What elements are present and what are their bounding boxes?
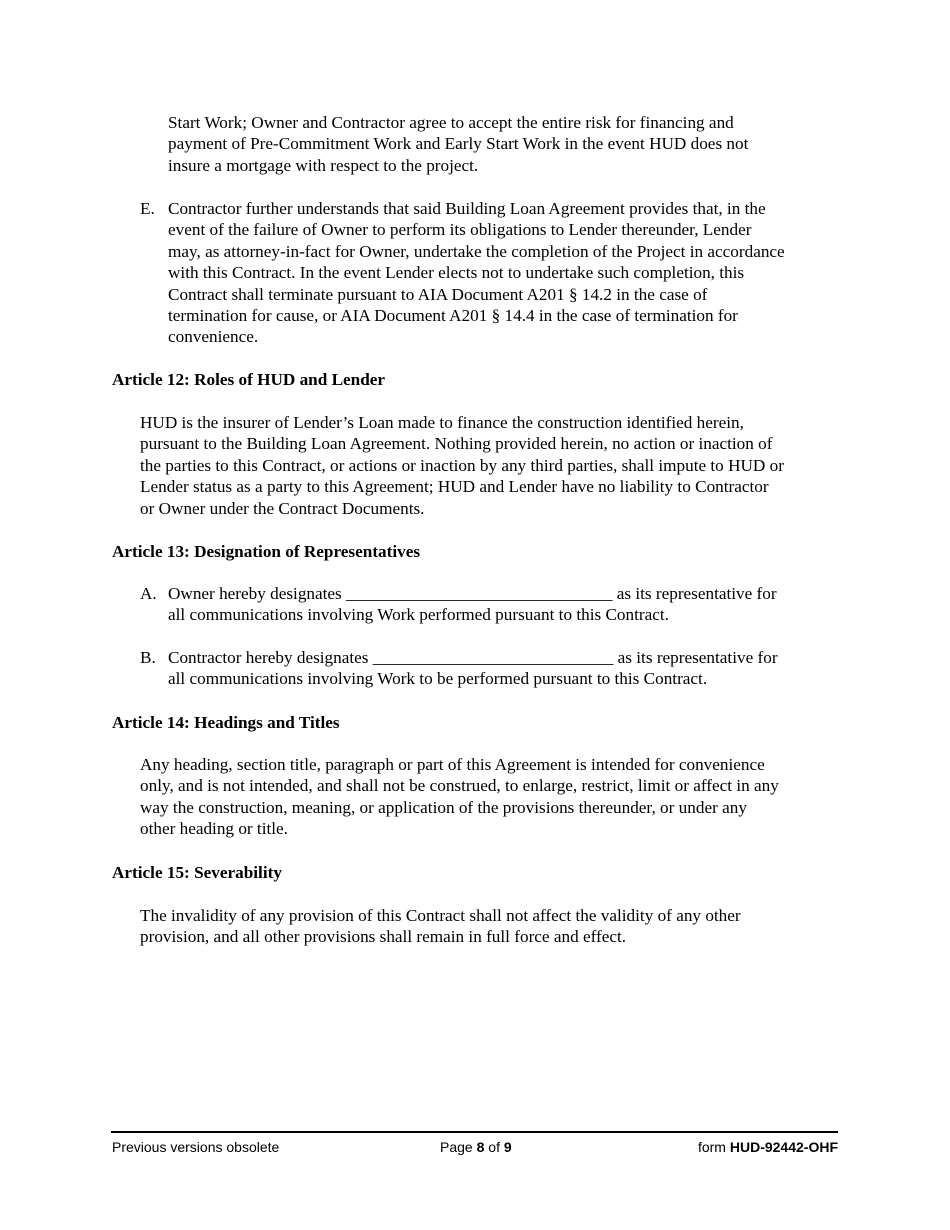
list-item-body (168, 647, 848, 690)
text-line: only, and is not intended, and shall not be construed, to enlarge, restrict, limit or affect in any (140, 776, 779, 796)
text-line: HUD is the insurer of Lender’s Loan made to finance the construction identified herein, (140, 413, 744, 432)
footer-versions-note: Previous versions obsolete (112, 1139, 280, 1155)
owner-representative-line: Owner hereby designates _______________________________ as its representative for (168, 584, 777, 603)
text-line: Contract shall terminate pursuant to AIA Document A201 § 14.2 in the case of (168, 284, 708, 304)
article-12-paragraph (140, 412, 845, 519)
article-13-heading: Article 13: Designation of Representatives (112, 542, 421, 561)
text-line: all communications involving Work performed pursuant to this Contract. (168, 605, 669, 625)
text-line: Lender status as a party to this Agreement; HUD and Lender have no liability to Contractor (140, 477, 769, 497)
article-14-heading: Article 14: Headings and Titles (112, 713, 340, 732)
list-item-body (168, 583, 848, 626)
text-line: other heading or title. (140, 819, 288, 839)
form-number: HUD-92442-OHF (729, 1139, 838, 1155)
text-line: may, as attorney-in-fact for Owner, undertake the completion of the Project in accordance (168, 241, 785, 261)
form-label: form (697, 1139, 726, 1155)
text-line: convenience. (168, 327, 259, 347)
text-line: way the construction, meaning, or application of the provisions thereunder, or under any (140, 797, 747, 817)
text-line: Contractor further understands that said Building Loan Agreement provides that, in the (168, 199, 766, 218)
total-pages: 9 (503, 1139, 512, 1155)
contractor-representative-line: Contractor hereby designates ____________________________ as its representative for (168, 648, 778, 667)
text-line: payment of Pre-Commitment Work and Early Start Work in the event HUD does not (168, 134, 749, 154)
article-15-heading: Article 15: Severability (112, 863, 282, 882)
list-marker: A. (140, 584, 157, 603)
text-line: or Owner under the Contract Documents. (140, 498, 425, 518)
text-line: termination for cause, or AIA Document A201 § 14.4 in the case of termination for (168, 306, 738, 326)
footer-divider (111, 1131, 838, 1133)
page-label: Page (440, 1139, 473, 1155)
article-14-paragraph (140, 754, 845, 840)
text-line: provision, and all other provisions shall remain in full force and effect. (140, 927, 627, 947)
list-item-body (168, 198, 848, 348)
article-12-heading: Article 12: Roles of HUD and Lender (112, 370, 386, 389)
text-line: insure a mortgage with respect to the project. (168, 155, 479, 175)
text-line: all communications involving Work to be performed pursuant to this Contract. (168, 669, 708, 689)
text-line: Start Work; Owner and Contractor agree to accept the entire risk for financing and (168, 113, 734, 132)
text-line: The invalidity of any provision of this Contract shall not affect the validity of any other (140, 906, 741, 925)
current-page: 8 (476, 1139, 485, 1155)
text-line: pursuant to the Building Loan Agreement. Nothing provided herein, no action or inaction of (140, 434, 773, 454)
footer-form-id (698, 1139, 838, 1156)
list-marker: E. (140, 199, 155, 218)
article-15-paragraph (140, 905, 845, 948)
text-line: with this Contract. In the event Lender elects not to undertake such completion, this (168, 263, 745, 283)
text-line: event of the failure of Owner to perform its obligations to Lender thereunder, Lender (168, 220, 752, 240)
continuation-paragraph (168, 112, 848, 176)
text-line: the parties to this Contract, or actions or inaction by any third parties, shall impute to HUD or (140, 455, 784, 475)
text-line: Any heading, section title, paragraph or part of this Agreement is intended for convenience (140, 755, 765, 774)
page-of-label: of (488, 1139, 500, 1155)
footer-page-number (440, 1139, 512, 1156)
list-marker: B. (140, 648, 156, 667)
